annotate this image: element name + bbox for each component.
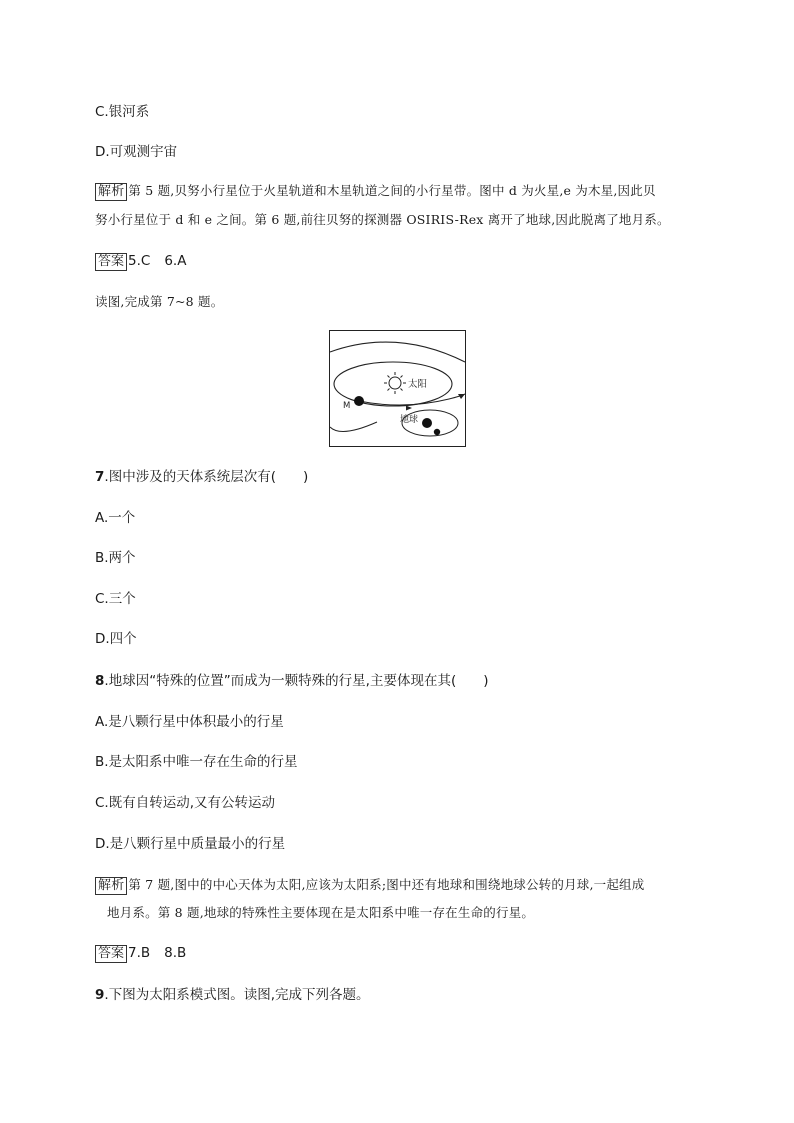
analysis-5-6-line1 (95, 182, 656, 201)
option-b-q8: B.是太阳系中唯一存在生命的行星 (95, 754, 298, 770)
analysis-7-8-line2: 地月系。第 8 题,地球的特殊性主要体现在是太阳系中唯一存在生命的行星。 (107, 905, 535, 920)
answer-value: 6.A (164, 253, 187, 269)
sun-label: 太阳 (408, 379, 428, 390)
analysis-text: 第 7 题,图中的中心天体为太阳,应该为太阳系;图中还有地球和围绕地球公转的月球,一起组成 (128, 877, 645, 892)
answer-value: 5.C (128, 253, 151, 269)
option-d-q8: D.是八颗行星中质量最小的行星 (95, 836, 286, 852)
option-c-q8: C.既有自转运动,又有公转运动 (95, 795, 276, 811)
answer-tag: 答案 (95, 945, 127, 963)
planet-m-label: M (343, 401, 351, 411)
analysis-5-6-line2: 努小行星位于 d 和 e 之间。第 6 题,前往贝努的探测器 OSIRIS-Rex 离开了地球,因此脱离了地月系。 (95, 212, 670, 227)
option-b-q7: B.两个 (95, 550, 136, 566)
option-a-q7: A.一个 (95, 510, 136, 526)
question-8-stem (95, 672, 489, 690)
question-number: 8 (95, 673, 105, 689)
earth-dot (422, 418, 432, 428)
solar-system-figure (329, 330, 466, 447)
option-c-q6: C.银河系 (95, 104, 150, 120)
instruction-7-8: 读图,完成第 7~8 题。 (95, 294, 224, 309)
option-d-q6: D.可观测宇宙 (95, 144, 178, 160)
answer-5-6 (95, 252, 186, 271)
option-c-q7: C.三个 (95, 591, 136, 607)
option-a-q8: A.是八颗行星中体积最小的行星 (95, 714, 284, 730)
analysis-tag: 解析 (95, 183, 127, 201)
question-number: 9 (95, 987, 105, 1003)
answer-tag: 答案 (95, 253, 127, 271)
planet-m (354, 396, 364, 406)
moon-dot (434, 429, 440, 435)
answer-7-8 (95, 944, 186, 963)
answer-value: 8.B (164, 945, 187, 961)
question-text: .图中涉及的天体系统层次有( ) (104, 469, 309, 485)
analysis-tag: 解析 (95, 877, 127, 895)
question-text: .地球因“特殊的位置”而成为一颗特殊的行星,主要体现在其( ) (104, 673, 489, 689)
analysis-text: 第 5 题,贝努小行星位于火星轨道和木星轨道之间的小行星带。图中 d 为火星,e 为木星,因此贝 (128, 183, 656, 198)
question-number: 7 (95, 469, 105, 485)
option-d-q7: D.四个 (95, 631, 137, 647)
earth-label: 地球 (400, 415, 419, 425)
analysis-7-8-line1 (95, 876, 644, 895)
answer-value: 7.B (128, 945, 151, 961)
question-9-stem (95, 986, 370, 1004)
question-text: .下图为太阳系模式图。读图,完成下列各题。 (104, 987, 370, 1003)
question-7-stem (95, 468, 308, 486)
